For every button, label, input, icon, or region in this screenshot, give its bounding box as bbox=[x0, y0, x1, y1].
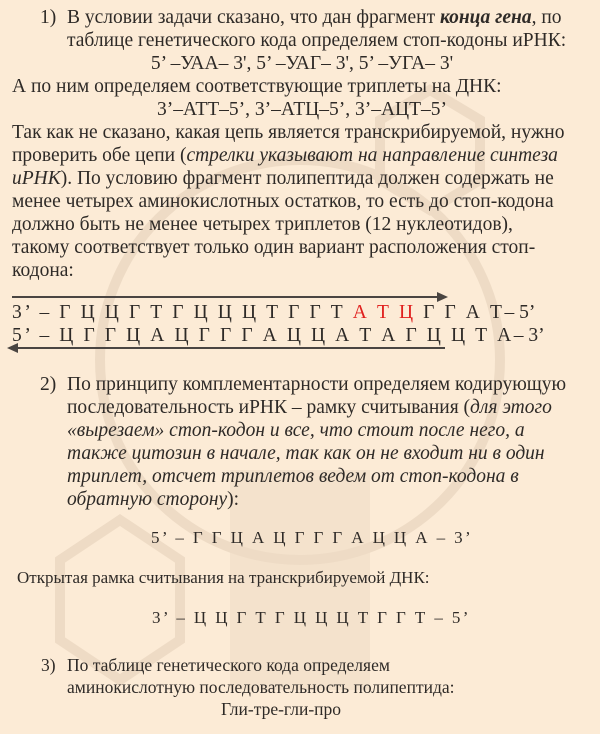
item-1-line-1-text-b: , по bbox=[531, 7, 562, 28]
stop-triplet-highlight: А Т Ц bbox=[352, 302, 416, 323]
paragraph-line-1: Так как не сказано, какая цепь является транскрибируемой, нужно bbox=[12, 122, 565, 143]
item-2-line-3: «вырезаем» стоп-кодон и все, что стоит после него, а bbox=[67, 420, 525, 441]
top-strand-after: Г Г А Т bbox=[415, 302, 505, 323]
arrow-left-icon bbox=[7, 343, 18, 353]
mrna-reading-frame: 5’ – Г Г Ц А Ц Г Г Г А Ц Ц А – 3’ bbox=[151, 528, 474, 547]
dna-reading-frame: 3’ – Ц Ц Г Т Г Ц Ц Ц Т Г Г Т – 5’ bbox=[152, 608, 471, 627]
item-2-line-6 bbox=[67, 488, 239, 511]
top-arrow-line bbox=[12, 296, 440, 298]
bottom-strand bbox=[12, 324, 545, 347]
paragraph-line-7: кодона: bbox=[12, 260, 74, 281]
peptide-sequence: Гли-тре-гли-про bbox=[221, 699, 342, 719]
item-2-number: 2) bbox=[40, 374, 57, 395]
item-3-line-2: аминокислотную последовательность полипептида: bbox=[67, 677, 455, 697]
item-2-line-5: триплет, отсчет триплетов ведем от стоп-кодона в bbox=[67, 466, 519, 487]
paragraph-line-3-text: ). По условию фрагмент полипептида должен содержать не bbox=[60, 168, 554, 189]
item-2-line-1: По принципу комплементарности определяем кодирующую bbox=[67, 374, 567, 395]
bottom-strand-sequence: Ц Г Г Ц А Ц Г Г Г А Ц Ц А Т А Г Ц Ц Т А bbox=[59, 325, 514, 346]
item-3-line-1: По таблице генетического кода определяем bbox=[67, 655, 390, 675]
top-strand-prefix: 3’ – bbox=[12, 302, 60, 323]
paragraph-line-5: должно быть не менее четырех триплетов (12 нуклеотидов), bbox=[12, 214, 513, 235]
paragraph-line-4: менее четырех аминокислотных остатков, то есть до стоп-кодона bbox=[12, 191, 554, 212]
paragraph-line-6: такому соответствует только один вариант расположения стоп- bbox=[12, 237, 536, 258]
bottom-strand-suffix: – 3’ bbox=[513, 325, 545, 346]
paragraph-line-2-text: проверить обе цепи ( bbox=[12, 145, 187, 166]
bottom-arrow-line bbox=[16, 347, 445, 349]
mrna-stop-codons: 5’ –УАА– 3', 5’ –УАГ– 3', 5’ –УГА– 3' bbox=[150, 53, 454, 74]
orf-label: Открытая рамка считывания на транскрибируемой ДНК: bbox=[17, 568, 430, 587]
item-2-line-2 bbox=[67, 396, 552, 419]
item-1-line-1-text-a: В условии задачи сказано, что дан фрагмент bbox=[67, 7, 440, 28]
dna-intro: А по ним определяем соответствующие триплеты на ДНК: bbox=[12, 76, 502, 97]
item-1-emphasis: конца гена bbox=[439, 7, 532, 28]
item-1-line-2: таблице генетического кода определяем стоп-кодоны иРНК: bbox=[67, 30, 567, 51]
top-strand-before: Г Ц Ц Г Т Г Ц Ц Ц Т Г Г Т bbox=[59, 302, 353, 323]
top-strand bbox=[12, 301, 535, 324]
item-2-line-4: также цитозин в начале, так как он не входит ни в один bbox=[67, 443, 545, 464]
item-1-line-1 bbox=[67, 6, 562, 29]
item-2-line-6-text: ): bbox=[227, 489, 240, 510]
item-2-line-2-text: последовательность иРНК – рамку считывания ( bbox=[67, 397, 471, 418]
dna-stop-triplets: 3’–АТТ–5’, 3’–АТЦ–5’, 3’–АЦТ–5’ bbox=[156, 99, 448, 120]
paragraph-line-3-italic: иРНК bbox=[12, 168, 61, 189]
item-1-number: 1) bbox=[40, 7, 57, 28]
item-2-line-2-italic: для этого bbox=[470, 397, 552, 418]
bottom-strand-prefix: 5’ – bbox=[12, 325, 60, 346]
top-strand-suffix: – 5’ bbox=[504, 302, 536, 323]
paragraph-line-2 bbox=[12, 144, 558, 167]
paragraph-line-3 bbox=[12, 167, 554, 190]
item-2-line-6-italic: обратную сторону bbox=[67, 489, 228, 510]
paragraph-line-2-italic: стрелки указывают на направление синтеза bbox=[186, 145, 558, 166]
item-3-number: 3) bbox=[41, 655, 56, 675]
